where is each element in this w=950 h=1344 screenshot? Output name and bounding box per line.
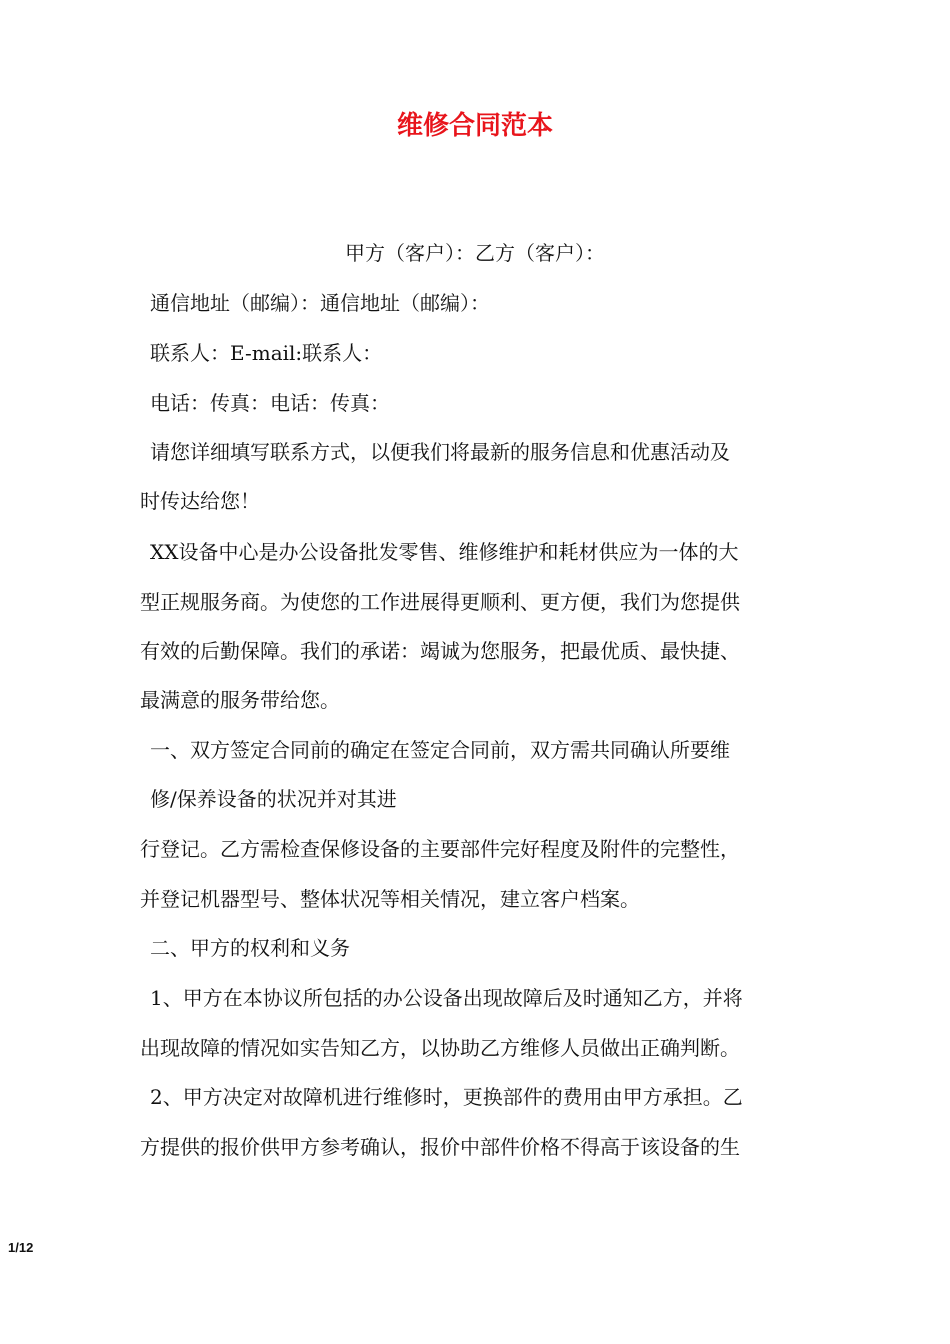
body-line: 2、甲方决定对故障机进行维修时，更换部件的费用由甲方承担。乙: [150, 1085, 743, 1109]
body-line: 出现故障的情况如实告知乙方，以协助乙方维修人员做出正确判断。: [140, 1036, 740, 1060]
address-line: 通信地址（邮编）：通信地址（邮编）：: [150, 291, 490, 315]
body-line: 有效的后勤保障。我们的承诺：竭诚为您服务，把最优质、最快捷、: [140, 639, 740, 663]
page-number: 1/12: [8, 1240, 34, 1255]
body-line: 请您详细填写联系方式，以便我们将最新的服务信息和优惠活动及: [150, 440, 730, 464]
body-line: 方提供的报价供甲方参考确认，报价中部件价格不得高于该设备的生: [140, 1135, 740, 1159]
body-line: 最满意的服务带给您。: [140, 688, 340, 712]
contact-line: 联系人：E-mail:联系人：: [150, 341, 383, 365]
body-line: 并登记机器型号、整体状况等相关情况，建立客户档案。: [140, 887, 640, 911]
body-line: XX设备中心是办公设备批发零售、维修维护和耗材供应为一体的大: [150, 540, 739, 564]
section-heading: 一、双方签定合同前的确定在签定合同前，双方需共同确认所要维: [150, 738, 730, 762]
document-title: 维修合同范本: [396, 111, 553, 141]
body-line: 1、甲方在本协议所包括的办公设备出现故障后及时通知乙方，并将: [150, 986, 743, 1010]
section-heading: 二、甲方的权利和义务: [150, 936, 350, 960]
body-line: 行登记。乙方需检查保修设备的主要部件完好程度及附件的完整性，: [140, 837, 740, 861]
party-line: 甲方（客户）：乙方（客户）：: [345, 241, 605, 265]
body-line: 时传达给您！: [140, 489, 260, 513]
body-line: 型正规服务商。为使您的工作进展得更顺利、更方便，我们为您提供: [140, 590, 740, 614]
phone-fax-line: 电话：传真：电话：传真：: [150, 391, 390, 415]
body-line: 修/保养设备的状况并对其进: [150, 787, 397, 811]
